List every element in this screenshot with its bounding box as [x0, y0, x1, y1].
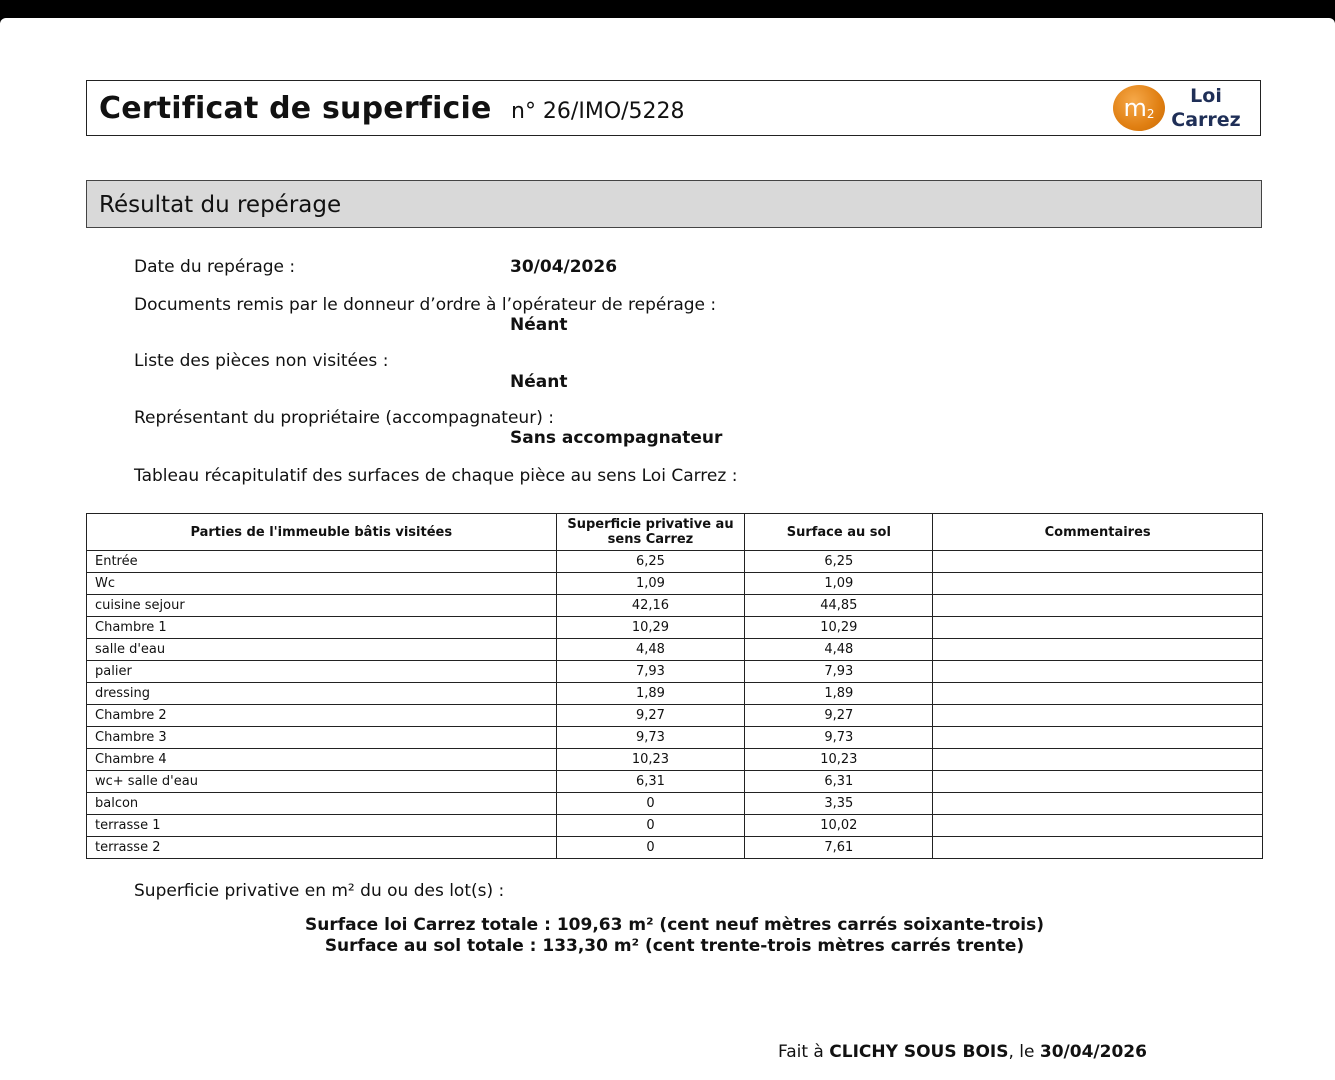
table-row	[87, 661, 1263, 683]
cell-comment	[933, 727, 1263, 749]
table-row	[87, 705, 1263, 727]
cell-floor: 1,89	[745, 683, 933, 705]
document-page	[0, 18, 1335, 1080]
cell-room: wc+ salle d'eau	[87, 771, 557, 793]
footer-date: 30/04/2026	[1039, 1042, 1147, 1062]
cell-comment	[933, 815, 1263, 837]
cell-comment	[933, 749, 1263, 771]
logo-line-2: Carrez	[1171, 109, 1241, 131]
cell-floor: 9,27	[745, 705, 933, 727]
cell-floor: 44,85	[745, 595, 933, 617]
cell-floor: 1,09	[745, 573, 933, 595]
cell-carrez: 1,89	[556, 683, 745, 705]
table-row	[87, 815, 1263, 837]
page-title: Certificat de superficie	[99, 91, 492, 126]
cell-room: terrasse 2	[87, 837, 557, 859]
cell-room: Chambre 3	[87, 727, 557, 749]
cell-carrez: 10,29	[556, 617, 745, 639]
cell-room: Wc	[87, 573, 557, 595]
table-row	[87, 837, 1263, 859]
column-header-floor: Surface au sol	[745, 514, 933, 551]
cell-comment	[933, 551, 1263, 573]
cell-comment	[933, 617, 1263, 639]
cell-carrez: 4,48	[556, 639, 745, 661]
cell-floor: 4,48	[745, 639, 933, 661]
table-row	[87, 793, 1263, 815]
cell-comment	[933, 573, 1263, 595]
table-row	[87, 573, 1263, 595]
section-header	[86, 180, 1262, 228]
cell-comment	[933, 683, 1263, 705]
cell-comment	[933, 837, 1263, 859]
cell-floor: 7,93	[745, 661, 933, 683]
logo-exponent: 2	[1146, 107, 1155, 121]
cell-room: Chambre 1	[87, 617, 557, 639]
table-row	[87, 727, 1263, 749]
signature-line	[778, 1042, 1147, 1062]
cell-floor: 6,31	[745, 771, 933, 793]
representative-label: Représentant du propriétaire (accompagnateur) :	[134, 408, 554, 428]
cell-room: dressing	[87, 683, 557, 705]
table-intro: Tableau récapitulatif des surfaces de chaque pièce au sens Loi Carrez :	[134, 466, 738, 486]
cell-room: balcon	[87, 793, 557, 815]
section-title: Résultat du repérage	[99, 192, 342, 218]
cell-room: cuisine sejour	[87, 595, 557, 617]
column-header-carrez: Superficie privative au sens Carrez	[556, 514, 745, 551]
cell-floor: 10,23	[745, 749, 933, 771]
table-row	[87, 617, 1263, 639]
cell-carrez: 9,27	[556, 705, 745, 727]
table-header-row	[87, 514, 1263, 551]
cell-floor: 3,35	[745, 793, 933, 815]
table-row	[87, 749, 1263, 771]
logo-unit: m	[1123, 94, 1147, 122]
cell-comment	[933, 639, 1263, 661]
table-row	[87, 551, 1263, 573]
table-body	[87, 551, 1263, 859]
cell-carrez: 9,73	[556, 727, 745, 749]
cell-comment	[933, 595, 1263, 617]
cell-floor: 9,73	[745, 727, 933, 749]
column-header-parts: Parties de l'immeuble bâtis visitées	[87, 514, 557, 551]
surface-table	[86, 513, 1263, 859]
table-row	[87, 639, 1263, 661]
table-row	[87, 771, 1263, 793]
cell-carrez: 6,25	[556, 551, 745, 573]
unvisited-rooms-value: Néant	[510, 372, 568, 392]
footer-prefix: Fait à	[778, 1042, 824, 1062]
logo-line-1: Loi	[1190, 85, 1222, 107]
cell-carrez: 42,16	[556, 595, 745, 617]
summary-label: Superficie privative en m² du ou des lot(s) :	[134, 881, 505, 901]
unvisited-rooms-label: Liste des pièces non visitées :	[134, 351, 389, 371]
cell-floor: 10,02	[745, 815, 933, 837]
cell-comment	[933, 661, 1263, 683]
cell-carrez: 0	[556, 815, 745, 837]
cell-room: Entrée	[87, 551, 557, 573]
certificate-header	[86, 80, 1261, 136]
cell-comment	[933, 771, 1263, 793]
table-row	[87, 595, 1263, 617]
cell-room: palier	[87, 661, 557, 683]
loi-carrez-logo-text	[1169, 84, 1243, 132]
cell-comment	[933, 793, 1263, 815]
column-header-comments: Commentaires	[933, 514, 1263, 551]
date-value: 30/04/2026	[510, 257, 618, 277]
documents-label: Documents remis par le donneur d’ordre à l’opérateur de repérage :	[134, 295, 717, 315]
representative-value: Sans accompagnateur	[510, 428, 723, 448]
cell-carrez: 0	[556, 837, 745, 859]
date-label: Date du repérage :	[134, 257, 296, 277]
table-row	[87, 683, 1263, 705]
cell-room: salle d'eau	[87, 639, 557, 661]
cell-room: terrasse 1	[87, 815, 557, 837]
m2-logo-icon	[1113, 85, 1165, 131]
totals-block	[86, 915, 1263, 957]
floor-total: Surface au sol totale : 133,30 m² (cent trente-trois mètres carrés trente)	[324, 936, 1025, 956]
cell-carrez: 7,93	[556, 661, 745, 683]
footer-city: CLICHY SOUS BOIS	[829, 1042, 1009, 1062]
cell-comment	[933, 705, 1263, 727]
footer-middle: , le	[1008, 1042, 1035, 1062]
certificate-number: n° 26/IMO/5228	[511, 99, 685, 124]
cell-room: Chambre 2	[87, 705, 557, 727]
cell-floor: 7,61	[745, 837, 933, 859]
cell-carrez: 0	[556, 793, 745, 815]
cell-carrez: 6,31	[556, 771, 745, 793]
carrez-total: Surface loi Carrez totale : 109,63 m² (cent neuf mètres carrés soixante-trois)	[305, 915, 1044, 935]
cell-room: Chambre 4	[87, 749, 557, 771]
cell-floor: 10,29	[745, 617, 933, 639]
cell-floor: 6,25	[745, 551, 933, 573]
cell-carrez: 1,09	[556, 573, 745, 595]
cell-carrez: 10,23	[556, 749, 745, 771]
documents-value: Néant	[510, 315, 568, 335]
